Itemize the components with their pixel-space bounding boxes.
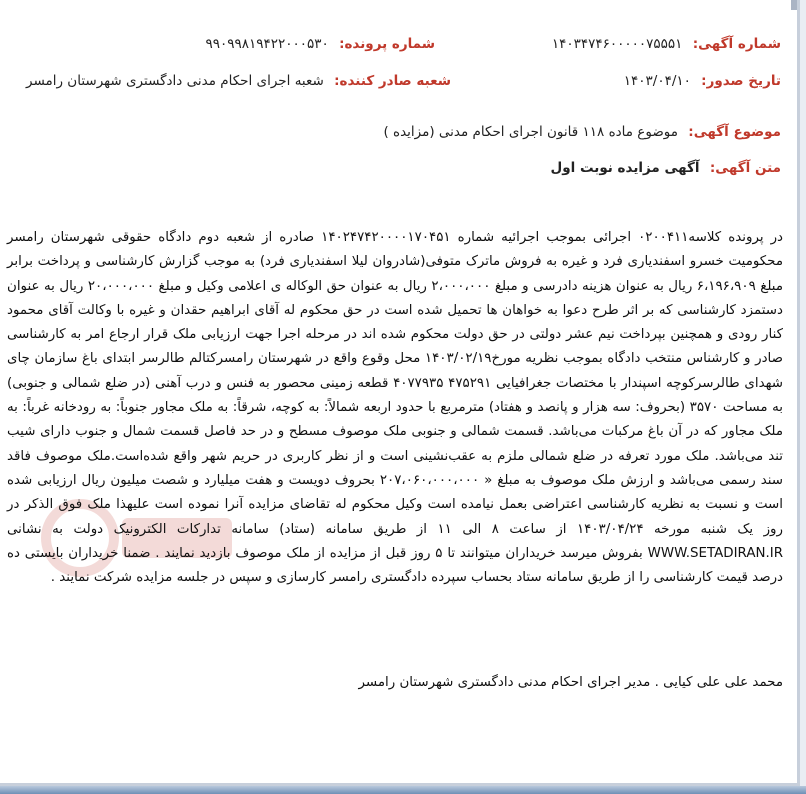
subject-value: موضوع ماده ۱۱۸ قانون اجرای احکام مدنی (مزایده ) xyxy=(383,124,678,140)
subject-row xyxy=(383,124,781,140)
issuer-row xyxy=(26,73,451,89)
notice-number-value: ۱۴۰۳۴۷۴۶۰۰۰۰۰۷۵۵۵۱ xyxy=(551,36,683,52)
issuer-label: شعبه صادر کننده: xyxy=(334,73,451,89)
file-number-value: ۹۹۰۹۹۸۱۹۴۲۲۰۰۰۵۳۰ xyxy=(205,36,329,52)
notice-text-value: آگهی مزایده نوبت اول xyxy=(550,160,700,176)
issuer-value: شعبه اجرای احکام مدنی دادگستری شهرستان رامسر xyxy=(26,73,324,89)
notice-text-row xyxy=(551,160,781,176)
signature-line: محمد علی علی کیایی . مدیر اجرای احکام مدنی دادگستری شهرستان رامسر xyxy=(358,675,783,690)
notice-text-label: متن آگهی: xyxy=(709,160,781,176)
subject-label: موضوع آگهی: xyxy=(688,124,781,140)
notice-number-row xyxy=(552,36,781,52)
issue-date-label: تاریخ صدور: xyxy=(701,73,781,89)
issue-date-value: ۱۴۰۳/۰۴/۱۰ xyxy=(623,73,691,89)
issue-date-row xyxy=(624,73,781,89)
file-number-row xyxy=(205,36,435,52)
corner-decoration xyxy=(791,0,797,10)
notice-body-paragraph: در پرونده کلاسه۰۲۰۰۴۱۱ اجرائی بموجب اجرائیه شماره ۱۴۰۲۴۷۴۲۰۰۰۰۱۷۰۴۵۱ صادره از شعبه دوم دادگاه حقوقی شهرستان رامسر محکومیت خسرو اسفندیاری فرد و غیره به فروش ماترک متوفی(شادروان لیلا اسفندیاری فرد) به موجب گزارش کارشناسی و پرداخت برابر مبلغ ۶،۱۹۶،۹۰۹ ریال به عنوان هزینه دادرسی و مبلغ ۲،۰۰۰،۰۰۰ ریال به عنوان حق الوکاله ی اعلامی وکیل و مبلغ ۲۰،۰۰۰،۰۰۰ ریال به عنوان دستمزد کارشناسی که بر اثر طرح دعوا به خواهان ها تحمیل شده است در حق محکوم له آقای ابراهیم حقدان و غیره با وکالت آقای محمود کنار رودی و همچنین بپرداخت نیم عشر دولتی در حق دولت محکوم شده اند در مرحله اجرا جهت ارزیابی ملک قرار ارجاع امر به کارشناسی صادر و کارشناس منتخب دادگاه بموجب نظریه مورخ۱۴۰۳/۰۲/۱۹ محل وقوع واقع در شهرستان رامسرکتالم طالرسر ابتدای باغ سازمان چای شهدای طالرسرکوچه اسپندار با مختصات جغرافیایی ۴۷۵۲۹۱ ۴۰۷۷۹۳۵ قطعه زمینی محصور به فنس و درب آهنی (در ضلع شمالی و جنوبی) به مساحت ۳۵۷۰ (بحروف: سه هزار و پانصد و هفتاد) مترمربع با حدود اربعه شمالاً: به کوچه، شرقاً: به ملک مجاور جنوباً: به رودخانه غرباً: به ملک مجاور که در آن باغ مرکبات می‌باشد. قسمت شمالی و جنوبی ملک موصوف مسطح و در حد فاصل قسمت شمال و جنوب دارای شیب تند می‌باشد. ملک مورد تعرفه در ضلع شمالی ملزم به عقب‌نشینی است و از نظر کاربری در حریم شهر واقع شده‌است.ملک موصوف فاقد سند رسمی می‌باشد و ارزش ملک موصوف به مبلغ « ۲۰۷،۰۶۰،۰۰۰،۰۰۰ بحروف دویست و هفت میلیارد و شصت میلیون ریال ارزیابی شده است و نسبت به نظریه کارشناسی اعتراضی بعمل نیامده است وکیل محکوم له تقاضای مزایده آنرا نموده است علیهذا ملک فوق الذکر در روز یک شنبه مورخه ۱۴۰۳/۰۴/۲۴ از ساعت ۸ الی ۱۱ از طریق سامانه (ستاد) سامانه تدارکات الکترونیک دولت به نشانی WWW.SETADIRAN.IR بفروش میرسد خریداران میتوانند تا ۵ روز قبل از مزایده از ملک موصوف بازدید نمایند . ضمنا خریداران بایستی ده درصد قیمت کارشناسی را از طریق سامانه ستاد بحساب سپرده دادگستری رامسر کارسازی و سپس در جلسه مزایده شرکت نمایند . xyxy=(7,230,784,586)
file-number-label: شماره پرونده: xyxy=(339,36,435,52)
notice-body xyxy=(7,226,783,590)
window-bottom-strip xyxy=(0,786,806,794)
notice-number-label: شماره آگهی: xyxy=(692,36,781,52)
